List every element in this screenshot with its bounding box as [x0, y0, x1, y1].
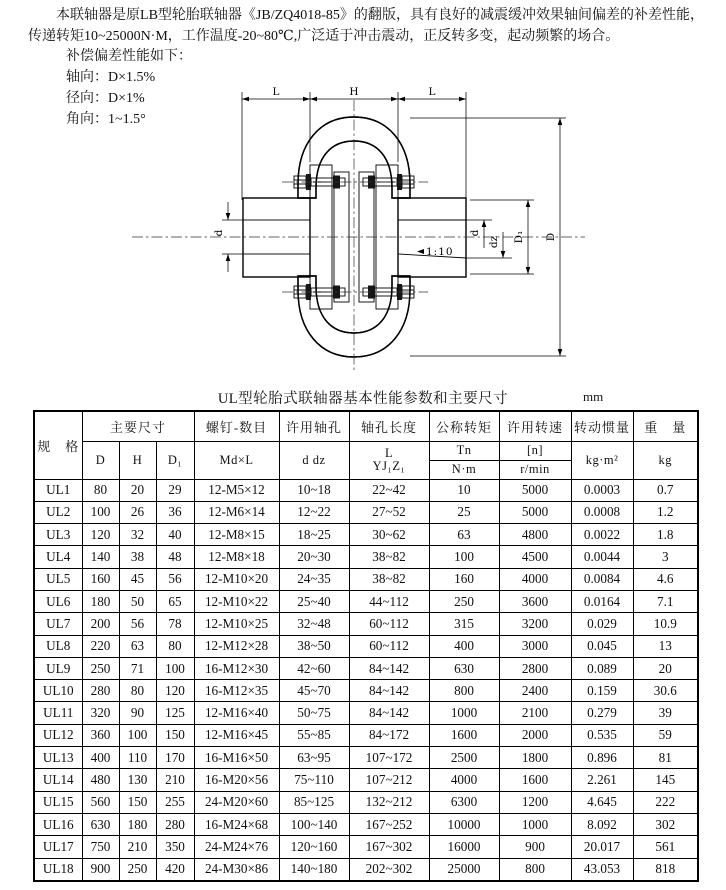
- value-cell: 22~42: [349, 479, 429, 501]
- value-cell: 0.0084: [571, 568, 633, 590]
- value-cell: 3: [633, 546, 698, 568]
- value-cell: 1600: [499, 769, 571, 791]
- value-cell: 0.0003: [571, 479, 633, 501]
- value-cell: 84~142: [349, 680, 429, 702]
- col-header-weight: 重 量: [633, 411, 698, 441]
- value-cell: 12-M6×14: [194, 501, 279, 523]
- value-cell: 25: [429, 501, 499, 523]
- col-header-speed: 许用转速: [499, 411, 571, 441]
- value-cell: 20: [119, 479, 156, 501]
- value-cell: 900: [82, 858, 119, 881]
- table-row: [34, 769, 698, 791]
- value-cell: 4.6: [633, 568, 698, 590]
- value-cell: 12-M12×28: [194, 635, 279, 657]
- value-cell: 1800: [499, 747, 571, 769]
- value-cell: 400: [429, 635, 499, 657]
- dim-label-d-right: d: [469, 229, 481, 237]
- value-cell: 16-M16×50: [194, 747, 279, 769]
- value-cell: 180: [82, 590, 119, 612]
- value-cell: 63: [429, 524, 499, 546]
- value-cell: 3000: [499, 635, 571, 657]
- table-row: [34, 836, 698, 858]
- value-cell: 29: [156, 479, 194, 501]
- subheader-rmin: r/min: [499, 460, 571, 479]
- right-shaft-hub: [398, 198, 466, 277]
- value-cell: 84~142: [349, 657, 429, 679]
- spec-cell: UL12: [34, 724, 82, 746]
- subheader-L: L: [384, 446, 394, 460]
- value-cell: 0.535: [571, 724, 633, 746]
- value-cell: 38~82: [349, 568, 429, 590]
- dimension-lines: [213, 86, 566, 356]
- value-cell: 80: [119, 680, 156, 702]
- value-cell: 2800: [499, 657, 571, 679]
- table-row: [34, 501, 698, 523]
- value-cell: 818: [633, 858, 698, 881]
- value-cell: 20: [633, 657, 698, 679]
- value-cell: 12-M10×25: [194, 613, 279, 635]
- value-cell: 24-M30×86: [194, 858, 279, 881]
- value-cell: 36: [156, 501, 194, 523]
- value-cell: 5000: [499, 479, 571, 501]
- subheader-YJZ: YJ₁Z₁: [372, 459, 406, 473]
- value-cell: 12-M16×40: [194, 702, 279, 724]
- value-cell: 43.053: [571, 858, 633, 881]
- value-cell: 0.279: [571, 702, 633, 724]
- spec-cell: UL8: [34, 635, 82, 657]
- dim-label-D1: D₁: [513, 230, 525, 244]
- table-row: [34, 479, 698, 501]
- radial-spec: 径向：D×1%: [66, 91, 145, 106]
- value-cell: 140: [82, 546, 119, 568]
- spec-cell: UL6: [34, 590, 82, 612]
- value-cell: 100: [429, 546, 499, 568]
- value-cell: 40: [156, 524, 194, 546]
- table-title: UL型轮胎式联轴器基本性能参数和主要尺寸: [217, 391, 509, 407]
- value-cell: 65: [156, 590, 194, 612]
- value-cell: 210: [156, 769, 194, 791]
- col-header-spec: 规 格: [34, 411, 82, 479]
- value-cell: 12-M8×15: [194, 524, 279, 546]
- value-cell: 132~212: [349, 791, 429, 813]
- value-cell: 150: [156, 724, 194, 746]
- dim-label-dz: dz: [488, 235, 500, 249]
- col-header-bore: 许用轴孔: [279, 411, 349, 441]
- value-cell: 220: [82, 635, 119, 657]
- value-cell: 2500: [429, 747, 499, 769]
- value-cell: 1000: [499, 813, 571, 835]
- value-cell: 1.2: [633, 501, 698, 523]
- value-cell: 315: [429, 613, 499, 635]
- value-cell: 480: [82, 769, 119, 791]
- dim-label-right-L: L: [428, 86, 436, 98]
- value-cell: 0.0008: [571, 501, 633, 523]
- value-cell: 39: [633, 702, 698, 724]
- value-cell: 56: [119, 613, 156, 635]
- value-cell: 38~82: [349, 546, 429, 568]
- table-row: [34, 568, 698, 590]
- spec-cell: UL15: [34, 791, 82, 813]
- value-cell: 100: [156, 657, 194, 679]
- value-cell: 63~95: [279, 747, 349, 769]
- subheader-kgm2: kg·m²: [571, 441, 633, 479]
- value-cell: 32~48: [279, 613, 349, 635]
- value-cell: 38~50: [279, 635, 349, 657]
- table-row: [34, 613, 698, 635]
- spec-cell: UL4: [34, 546, 82, 568]
- value-cell: 160: [429, 568, 499, 590]
- table-row: [34, 680, 698, 702]
- value-cell: 12-M10×20: [194, 568, 279, 590]
- value-cell: 16-M12×30: [194, 657, 279, 679]
- subheader-kg: kg: [633, 441, 698, 479]
- value-cell: 4000: [499, 568, 571, 590]
- value-cell: 84~142: [349, 702, 429, 724]
- value-cell: 167~302: [349, 836, 429, 858]
- value-cell: 2.261: [571, 769, 633, 791]
- value-cell: 78: [156, 613, 194, 635]
- value-cell: 80: [82, 479, 119, 501]
- value-cell: 18~25: [279, 524, 349, 546]
- value-cell: 167~252: [349, 813, 429, 835]
- value-cell: 250: [82, 657, 119, 679]
- value-cell: 16000: [429, 836, 499, 858]
- value-cell: 7.1: [633, 590, 698, 612]
- value-cell: 302: [633, 813, 698, 835]
- value-cell: 60~112: [349, 613, 429, 635]
- value-cell: 0.0044: [571, 546, 633, 568]
- value-cell: 48: [156, 546, 194, 568]
- value-cell: 0.0022: [571, 524, 633, 546]
- value-cell: 107~212: [349, 769, 429, 791]
- table-row: [34, 546, 698, 568]
- spec-cell: UL9: [34, 657, 82, 679]
- angular-spec: 角向：1~1.5°: [66, 112, 146, 127]
- spec-cell: UL13: [34, 747, 82, 769]
- spec-cell: UL10: [34, 680, 82, 702]
- spec-cell: UL11: [34, 702, 82, 724]
- value-cell: 750: [82, 836, 119, 858]
- value-cell: 125: [156, 702, 194, 724]
- value-cell: 2400: [499, 680, 571, 702]
- col-header-screws: 螺钉-数目: [194, 411, 279, 441]
- value-cell: 80: [156, 635, 194, 657]
- value-cell: 0.029: [571, 613, 633, 635]
- dim-label-d-left: d: [213, 229, 225, 237]
- subheader-L-YJZ: [349, 441, 429, 479]
- table-row: [34, 524, 698, 546]
- value-cell: 4000: [429, 769, 499, 791]
- value-cell: 255: [156, 791, 194, 813]
- value-cell: 630: [82, 813, 119, 835]
- spec-cell: UL17: [34, 836, 82, 858]
- col-header-inertia: 转动惯量: [571, 411, 633, 441]
- value-cell: 120: [156, 680, 194, 702]
- value-cell: 10000: [429, 813, 499, 835]
- subheader-H: H: [119, 441, 156, 479]
- value-cell: 12~22: [279, 501, 349, 523]
- spec-cell: UL3: [34, 524, 82, 546]
- value-cell: 630: [429, 657, 499, 679]
- value-cell: 100: [119, 724, 156, 746]
- subheader-MdxL: Md×L: [194, 441, 279, 479]
- value-cell: 210: [119, 836, 156, 858]
- value-cell: 202~302: [349, 858, 429, 881]
- value-cell: 3200: [499, 613, 571, 635]
- dim-label-left-L: L: [272, 86, 280, 98]
- value-cell: 320: [82, 702, 119, 724]
- subheader-d-dz: d dz: [279, 441, 349, 479]
- value-cell: 26: [119, 501, 156, 523]
- value-cell: 3600: [499, 590, 571, 612]
- value-cell: 200: [82, 613, 119, 635]
- table-row: [34, 747, 698, 769]
- value-cell: 60~112: [349, 635, 429, 657]
- table-body: [34, 479, 698, 881]
- value-cell: 38: [119, 546, 156, 568]
- spec-cell: UL5: [34, 568, 82, 590]
- value-cell: 55~85: [279, 724, 349, 746]
- table-row: [34, 724, 698, 746]
- value-cell: 90: [119, 702, 156, 724]
- value-cell: 1000: [429, 702, 499, 724]
- value-cell: 24-M20×60: [194, 791, 279, 813]
- value-cell: 25~40: [279, 590, 349, 612]
- value-cell: 0.045: [571, 635, 633, 657]
- value-cell: 12-M8×18: [194, 546, 279, 568]
- value-cell: 24-M24×76: [194, 836, 279, 858]
- table-row: [34, 657, 698, 679]
- value-cell: 5000: [499, 501, 571, 523]
- spec-cell: UL2: [34, 501, 82, 523]
- value-cell: 170: [156, 747, 194, 769]
- compensation-heading: 补偿偏差性能如下：: [66, 49, 192, 64]
- subheader-n: [n]: [499, 441, 571, 460]
- value-cell: 63: [119, 635, 156, 657]
- value-cell: 0.0164: [571, 590, 633, 612]
- col-header-main-dims: 主要尺寸: [82, 411, 194, 441]
- value-cell: 120~160: [279, 836, 349, 858]
- spec-cell: UL7: [34, 613, 82, 635]
- dim-label-H: H: [349, 86, 359, 98]
- axial-spec: 轴向：D×1.5%: [66, 70, 156, 85]
- table-unit-label: mm: [583, 389, 604, 404]
- table-row: [34, 590, 698, 612]
- subheader-Tn: Tn: [429, 441, 499, 460]
- value-cell: 145: [633, 769, 698, 791]
- value-cell: 81: [633, 747, 698, 769]
- value-cell: 42~60: [279, 657, 349, 679]
- value-cell: 20~30: [279, 546, 349, 568]
- value-cell: 0.896: [571, 747, 633, 769]
- value-cell: 45: [119, 568, 156, 590]
- value-cell: 100: [82, 501, 119, 523]
- value-cell: 350: [156, 836, 194, 858]
- value-cell: 10~18: [279, 479, 349, 501]
- table-row: [34, 791, 698, 813]
- table-row: [34, 702, 698, 724]
- table-row: [34, 813, 698, 835]
- value-cell: 0.159: [571, 680, 633, 702]
- value-cell: 16-M24×68: [194, 813, 279, 835]
- value-cell: 4500: [499, 546, 571, 568]
- value-cell: 84~172: [349, 724, 429, 746]
- value-cell: 12-M5×12: [194, 479, 279, 501]
- table-row: [34, 858, 698, 881]
- value-cell: 27~52: [349, 501, 429, 523]
- intro-paragraph: 本联轴器是原LB型轮胎联轴器《JB/ZQ4018-85》的翻版，具有良好的减震缓冲效果轴间偏差的补差性能，传递转矩10~25000N·M，工作温度-20~80℃,广泛适于冲击震动，正反转多变，起动频繁的场合。: [28, 8, 704, 44]
- value-cell: 100~140: [279, 813, 349, 835]
- value-cell: 6300: [429, 791, 499, 813]
- value-cell: 280: [156, 813, 194, 835]
- value-cell: 75~110: [279, 769, 349, 791]
- table-row: [34, 635, 698, 657]
- value-cell: 71: [119, 657, 156, 679]
- value-cell: 150: [119, 791, 156, 813]
- coupling-parameters-table: [33, 410, 699, 882]
- value-cell: 8.092: [571, 813, 633, 835]
- value-cell: 10.9: [633, 613, 698, 635]
- value-cell: 561: [633, 836, 698, 858]
- value-cell: 32: [119, 524, 156, 546]
- value-cell: 130: [119, 769, 156, 791]
- spec-cell: UL14: [34, 769, 82, 791]
- subheader-Nm: N·m: [429, 460, 499, 479]
- value-cell: 25000: [429, 858, 499, 881]
- col-header-bore-length: 轴孔长度: [349, 411, 429, 441]
- value-cell: 222: [633, 791, 698, 813]
- value-cell: 12-M10×22: [194, 590, 279, 612]
- value-cell: 400: [82, 747, 119, 769]
- dim-label-D: D: [545, 232, 557, 242]
- value-cell: 2100: [499, 702, 571, 724]
- value-cell: 50: [119, 590, 156, 612]
- taper-label: 1:10: [426, 246, 454, 258]
- value-cell: 160: [82, 568, 119, 590]
- coupling-cross-section-drawing: [100, 78, 595, 380]
- value-cell: 140~180: [279, 858, 349, 881]
- value-cell: 24~35: [279, 568, 349, 590]
- spec-cell: UL18: [34, 858, 82, 881]
- value-cell: 30~62: [349, 524, 429, 546]
- value-cell: 1600: [429, 724, 499, 746]
- value-cell: 2000: [499, 724, 571, 746]
- value-cell: 10: [429, 479, 499, 501]
- value-cell: 250: [429, 590, 499, 612]
- spec-cell: UL1: [34, 479, 82, 501]
- value-cell: 1200: [499, 791, 571, 813]
- value-cell: 180: [119, 813, 156, 835]
- value-cell: 900: [499, 836, 571, 858]
- value-cell: 0.089: [571, 657, 633, 679]
- value-cell: 110: [119, 747, 156, 769]
- value-cell: 56: [156, 568, 194, 590]
- subheader-D: D: [82, 441, 119, 479]
- value-cell: 20.017: [571, 836, 633, 858]
- left-shaft-hub: [243, 198, 310, 277]
- value-cell: 250: [119, 858, 156, 881]
- subheader-D1: D₁: [156, 441, 194, 479]
- value-cell: 30.6: [633, 680, 698, 702]
- value-cell: 800: [499, 858, 571, 881]
- value-cell: 45~70: [279, 680, 349, 702]
- value-cell: 16-M12×35: [194, 680, 279, 702]
- value-cell: 560: [82, 791, 119, 813]
- value-cell: 59: [633, 724, 698, 746]
- value-cell: 13: [633, 635, 698, 657]
- value-cell: 4800: [499, 524, 571, 546]
- value-cell: 85~125: [279, 791, 349, 813]
- col-header-torque: 公称转矩: [429, 411, 499, 441]
- value-cell: 44~112: [349, 590, 429, 612]
- value-cell: 1.8: [633, 524, 698, 546]
- value-cell: 0.7: [633, 479, 698, 501]
- value-cell: 360: [82, 724, 119, 746]
- value-cell: 50~75: [279, 702, 349, 724]
- value-cell: 107~172: [349, 747, 429, 769]
- value-cell: 4.645: [571, 791, 633, 813]
- value-cell: 280: [82, 680, 119, 702]
- value-cell: 800: [429, 680, 499, 702]
- value-cell: 16-M20×56: [194, 769, 279, 791]
- value-cell: 420: [156, 858, 194, 881]
- value-cell: 120: [82, 524, 119, 546]
- value-cell: 12-M16×45: [194, 724, 279, 746]
- spec-cell: UL16: [34, 813, 82, 835]
